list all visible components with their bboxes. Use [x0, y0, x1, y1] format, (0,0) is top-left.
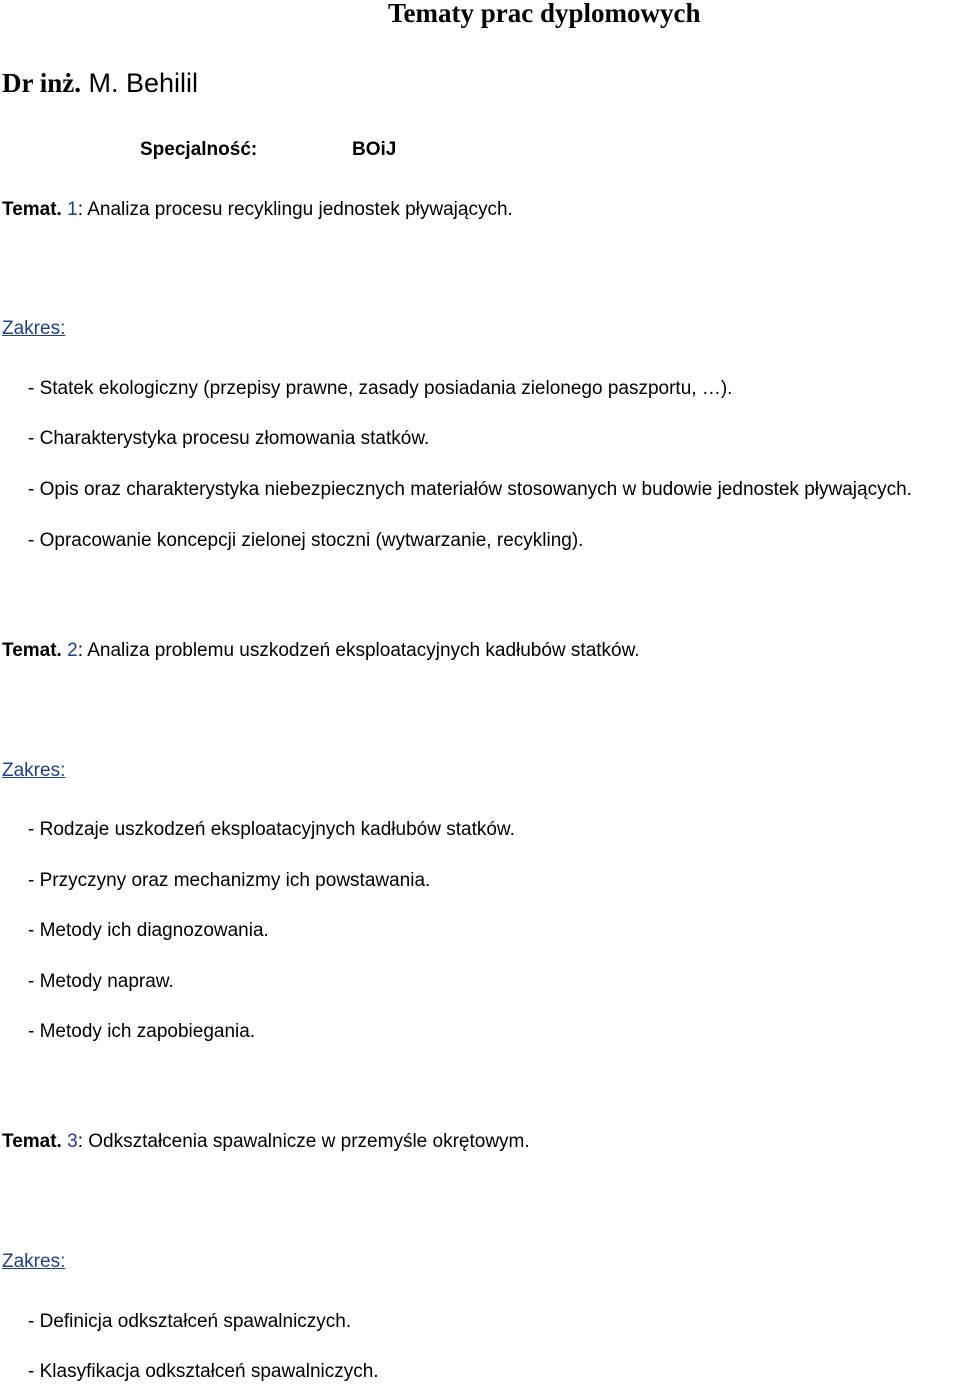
- topic-number: 2: [67, 640, 78, 661]
- scope-heading: Zakres:: [2, 1251, 66, 1272]
- scope-item: - Rodzaje uszkodzeń eksploatacyjnych kadłubów statków.: [28, 819, 515, 840]
- topic-title: : Analiza problemu uszkodzeń eksploatacyjnych kadłubów statków.: [77, 640, 640, 661]
- author-name: M. Behilil: [88, 68, 199, 98]
- scope-item: - Przyczyny oraz mechanizmy ich powstawania.: [28, 870, 431, 891]
- specialty-value: BOiJ: [352, 139, 397, 160]
- topic-number: 1: [67, 199, 78, 220]
- scope-item: - Klasyfikacja odkształceń spawalniczych.: [28, 1361, 379, 1382]
- author-prefix: Dr inż.: [2, 68, 81, 98]
- scope-item: - Charakterystyka procesu złomowania statków.: [28, 428, 430, 449]
- topic-title: : Odkształcenia spawalnicze w przemyśle okrętowym.: [77, 1131, 530, 1152]
- topic-label: Temat.: [2, 1131, 62, 1152]
- specialty-label: Specjalność:: [140, 139, 258, 160]
- scope-item: - Definicja odkształceń spawalniczych.: [28, 1311, 352, 1332]
- topic-heading: [2, 641, 640, 660]
- topic-label: Temat.: [2, 640, 62, 661]
- scope-item: - Statek ekologiczny (przepisy prawne, zasady posiadania zielonego paszportu, …).: [28, 378, 733, 399]
- scope-item: - Opis oraz charakterystyka niebezpiecznych materiałów stosowanych w budowie jednostek pływających.: [28, 479, 912, 500]
- topic-title: : Analiza procesu recyklingu jednostek pływających.: [77, 199, 513, 220]
- topic-label: Temat.: [2, 199, 62, 220]
- scope-item: - Opracowanie koncepcji zielonej stoczni (wytwarzanie, recykling).: [28, 530, 584, 551]
- scope-item: - Metody napraw.: [28, 971, 174, 992]
- scope-item: - Metody ich zapobiegania.: [28, 1021, 256, 1042]
- topic-heading: [2, 1132, 530, 1151]
- author-line: [2, 70, 198, 97]
- scope-heading: Zakres:: [2, 318, 66, 339]
- scope-heading: Zakres:: [2, 760, 66, 781]
- topic-heading: [2, 200, 513, 219]
- document-title: Tematy prac dyplomowych: [388, 0, 701, 28]
- topic-number: 3: [67, 1131, 78, 1152]
- scope-item: - Metody ich diagnozowania.: [28, 920, 269, 941]
